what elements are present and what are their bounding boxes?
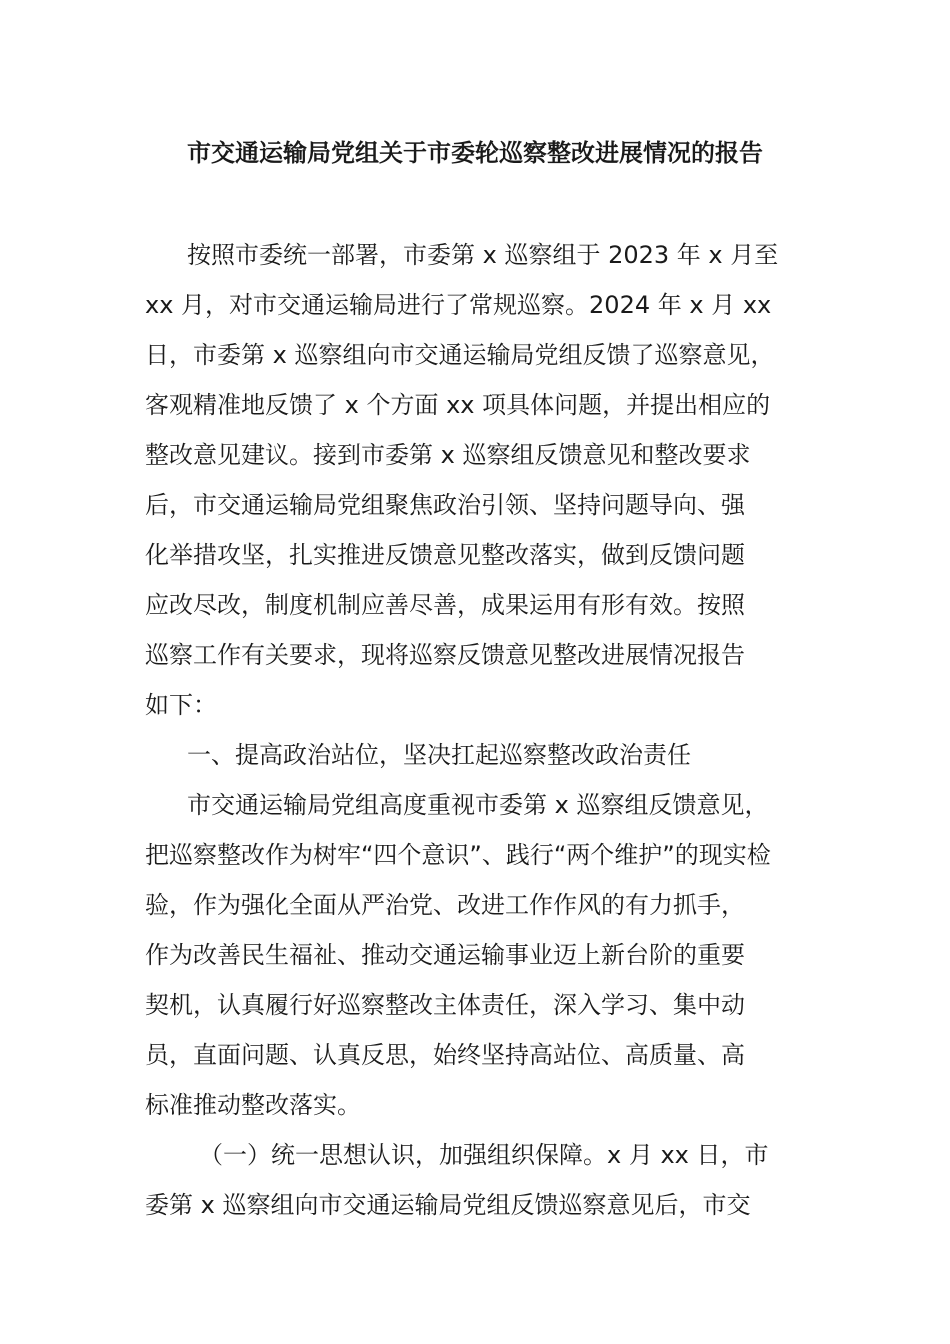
paragraph-line: 委第 x 巡察组向市交通运输局党组反馈巡察意见后，市交 (145, 1191, 751, 1219)
paragraph-line: 化举措攻坚，扎实推进反馈意见整改落实，做到反馈问题 (145, 541, 745, 569)
paragraph-line: 验，作为强化全面从严治党、改进工作作风的有力抓手， (145, 891, 745, 919)
paragraph-line: xx 月，对市交通运输局进行了常规巡察。2024 年 x 月 xx (145, 291, 772, 319)
paragraph-line: 员，直面问题、认真反思，始终坚持高站位、高质量、高 (145, 1041, 745, 1069)
paragraph-line: 市交通运输局党组高度重视市委第 x 巡察组反馈意见， (187, 791, 769, 819)
paragraph-line: 如下： (145, 691, 217, 719)
paragraph-line: 日，市委第 x 巡察组向市交通运输局党组反馈了巡察意见， (145, 341, 775, 369)
paragraph-line: 巡察工作有关要求，现将巡察反馈意见整改进展情况报告 (145, 641, 745, 669)
paragraph-line: 作为改善民生福祉、推动交通运输事业迈上新台阶的重要 (145, 941, 745, 969)
document-title: 市交通运输局党组关于市委轮巡察整改进展情况的报告 (187, 138, 763, 167)
subsection-line: （一）统一思想认识，加强组织保障。x 月 xx 日，市 (199, 1141, 769, 1169)
paragraph-line: 把巡察整改作为树牢“四个意识”、践行“两个维护”的现实检 (145, 841, 771, 869)
paragraph-line: 客观精准地反馈了 x 个方面 xx 项具体问题，并提出相应的 (145, 391, 771, 419)
document-body (145, 230, 805, 1230)
paragraph-line: 后，市交通运输局党组聚焦政治引领、坚持问题导向、强 (145, 491, 745, 519)
section-heading: 一、提高政治站位，坚决扛起巡察整改政治责任 (187, 741, 691, 769)
paragraph-line: 应改尽改，制度机制应善尽善，成果运用有形有效。按照 (145, 591, 745, 619)
paragraph-line: 整改意见建议。接到市委第 x 巡察组反馈意见和整改要求 (145, 441, 751, 469)
paragraph-line: 按照市委统一部署，市委第 x 巡察组于 2023 年 x 月至 (187, 241, 779, 269)
paragraph-line: 契机，认真履行好巡察整改主体责任，深入学习、集中动 (145, 991, 745, 1019)
paragraph-line: 标准推动整改落实。 (145, 1091, 361, 1119)
